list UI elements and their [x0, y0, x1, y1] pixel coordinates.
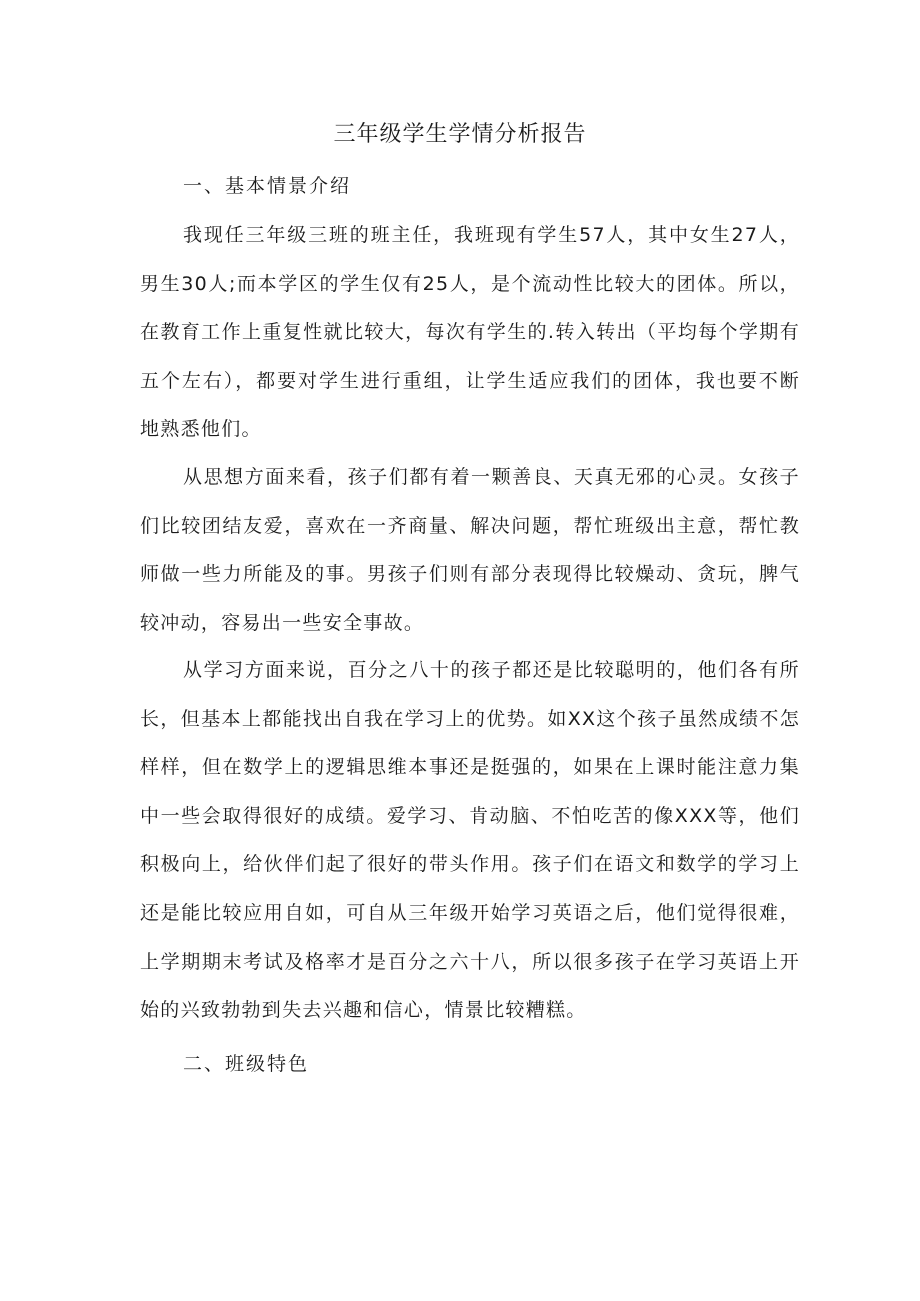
paragraph-thinking-aspect: 从思想方面来看，孩子们都有着一颗善良、天真无邪的心灵。女孩子们比较团结友爱，喜欢在一齐商量、解决问题，帮忙班级出主意，帮忙教师做一些力所能及的事。男孩子们则有部分表现得比较燥动、贪玩，脾气较冲动，容易出一些安全事故。	[140, 466, 800, 634]
section-heading-class-features: 二、班级特色	[183, 1053, 310, 1075]
section-heading-basic-situation: 一、基本情景介绍	[183, 175, 352, 197]
paragraph-learning-aspect: 从学习方面来说，百分之八十的孩子都还是比较聪明的，他们各有所长，但基本上都能找出自我在学习上的优势。如XX这个孩子虽然成绩不怎样样，但在数学上的逻辑思维本事还是挺强的，如果在上课时能注意力集中一些会取得很好的成绩。爱学习、肯动脑、不怕吃苦的像XXX等，他们积极向上，给伙伴们起了很好的带头作用。孩子们在语文和数学的学习上还是能比较应用自如，可自从三年级开始学习英语之后，他们觉得很难，上学期期末考试及格率才是百分之六十八，所以很多孩子在学习英语上开始的兴致勃勃到失去兴趣和信心，情景比较糟糕。	[140, 659, 800, 1022]
paragraph-class-overview: 我现任三年级三班的班主任，我班现有学生57人，其中女生27人，男生30人;而本学区的学生仅有25人，是个流动性比较大的团体。所以，在教育工作上重复性就比较大，每次有学生的.转入转出（平均每个学期有五个左右），都要对学生进行重组，让学生适应我们的团体，我也要不断地熟悉他们。	[140, 224, 800, 441]
document-title: 三年级学生学情分析报告	[333, 122, 587, 147]
